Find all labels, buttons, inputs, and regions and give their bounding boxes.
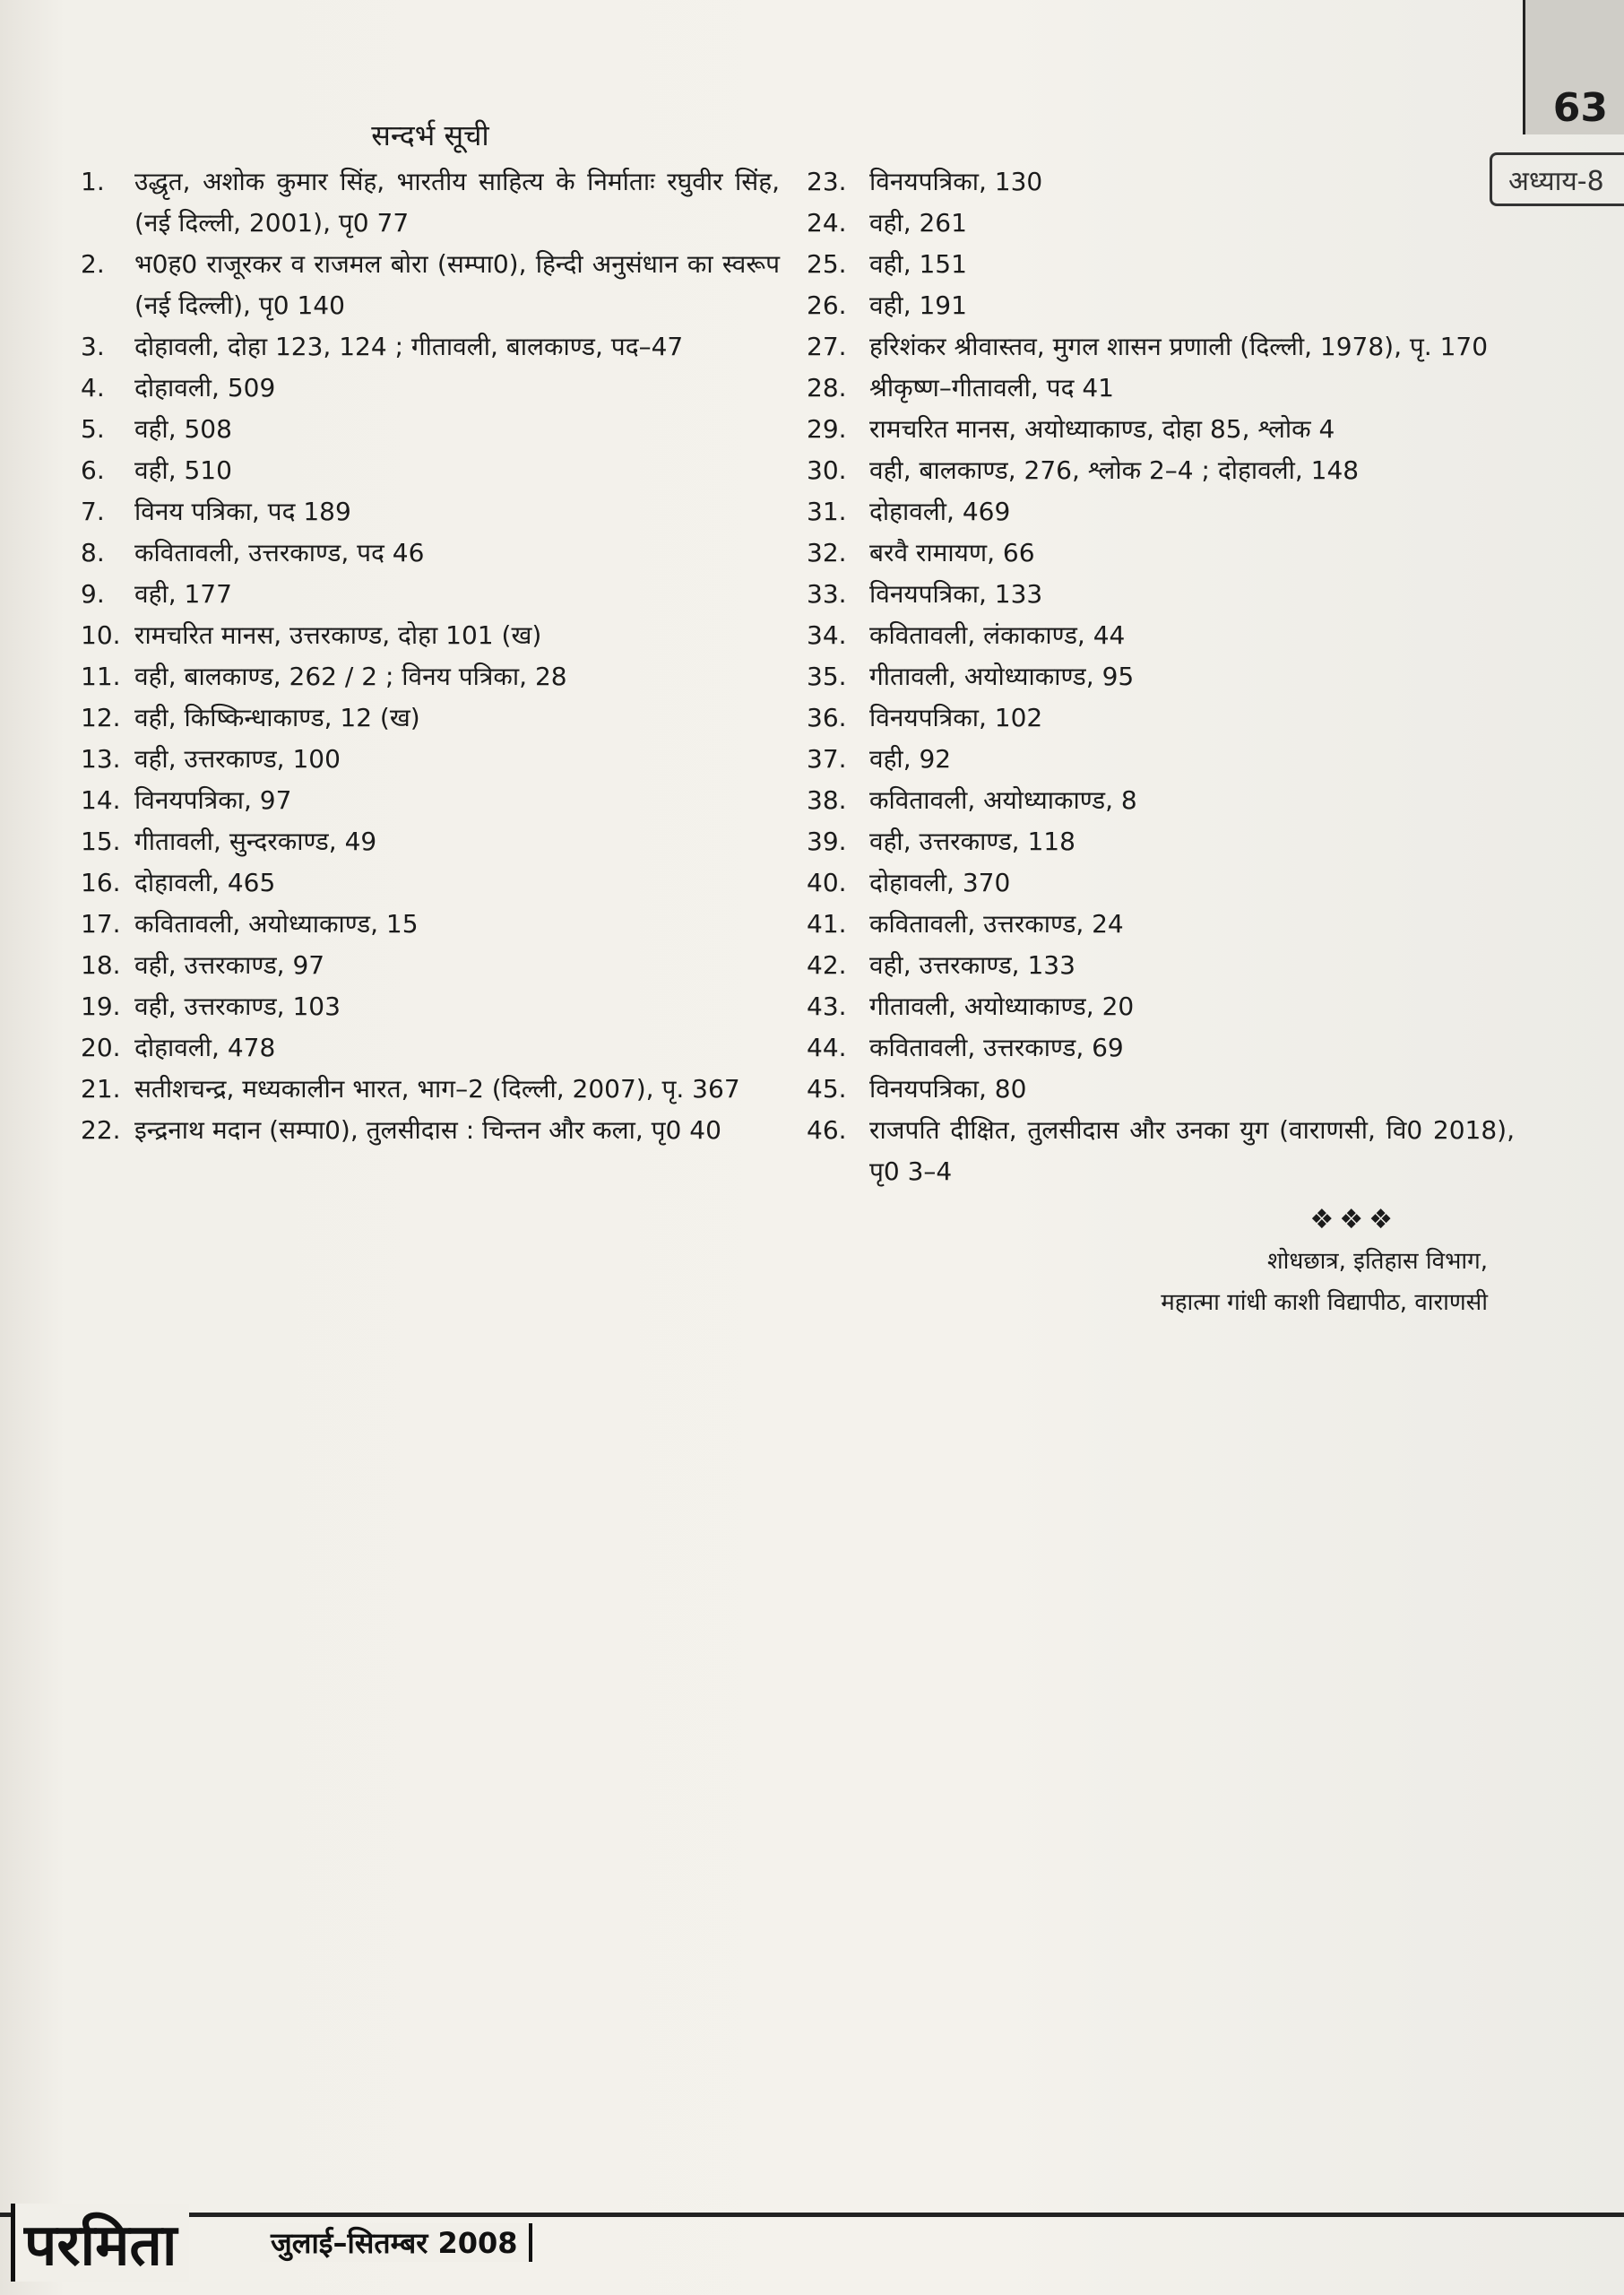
reference-text: रामचरित मानस, उत्तरकाण्ड, दोहा 101 (ख) [134, 620, 542, 650]
reference-item [63, 986, 780, 1027]
reference-text: विनयपत्रिका, 130 [869, 167, 1043, 196]
reference-text: कवितावली, लंकाकाण्ड, 44 [869, 620, 1126, 650]
reference-text: दोहावली, 509 [134, 373, 276, 403]
reference-number: 40. [807, 868, 847, 897]
reference-text: कवितावली, अयोध्याकाण्ड, 8 [869, 785, 1137, 815]
reference-number: 43. [807, 992, 847, 1021]
reference-text: वही, 151 [869, 249, 967, 279]
reference-item [807, 1069, 1515, 1110]
reference-text: वही, 177 [134, 579, 232, 609]
reference-number: 21. [81, 1074, 121, 1104]
reference-number: 6. [81, 455, 105, 485]
reference-item [807, 533, 1515, 574]
reference-text: वही, उत्तरकाण्ड, 133 [869, 950, 1075, 980]
footer-rule [0, 2213, 1624, 2217]
reference-number: 5. [81, 414, 105, 444]
reference-text: दोहावली, 469 [869, 497, 1011, 526]
reference-item [63, 491, 780, 533]
reference-number: 2. [81, 249, 105, 279]
reference-text: वही, बालकाण्ड, 276, श्लोक 2–4 ; दोहावली, 148 [869, 455, 1360, 485]
reference-number: 16. [81, 868, 121, 897]
reference-number: 29. [807, 414, 847, 444]
reference-text: वही, उत्तरकाण्ड, 103 [134, 992, 341, 1021]
reference-text: कवितावली, उत्तरकाण्ड, 69 [869, 1033, 1124, 1062]
reference-text: वही, किष्किन्धाकाण्ड, 12 (ख) [134, 703, 420, 732]
reference-text: इन्द्रनाथ मदान (सम्पा0), तुलसीदास : चिन्तन और कला, पृ0 40 [134, 1115, 721, 1145]
reference-item [63, 368, 780, 409]
reference-number: 34. [807, 620, 847, 650]
reference-item [807, 656, 1515, 697]
reference-item [63, 656, 780, 697]
reference-text: दोहावली, 465 [134, 868, 276, 897]
reference-text: विनयपत्रिका, 97 [134, 785, 292, 815]
reference-text: वही, बालकाण्ड, 262 / 2 ; विनय पत्रिका, 28 [134, 662, 567, 691]
affiliation-line-1: शोधछात्र, इतिहास विभाग, [1266, 1248, 1488, 1275]
reference-text: बरवै रामायण, 66 [869, 538, 1035, 567]
reference-number: 45. [807, 1074, 847, 1104]
reference-item [63, 574, 780, 615]
reference-text: गीतावली, सुन्दरकाण्ड, 49 [134, 827, 377, 856]
reference-item [807, 780, 1515, 821]
reference-item [63, 1069, 780, 1110]
reference-item [63, 161, 780, 244]
reference-text: राजपति दीक्षित, तुलसीदास और उनका युग (वाराणसी, वि0 2018), पृ0 3–4 [869, 1115, 1515, 1186]
reference-item [63, 450, 780, 491]
reference-item [63, 244, 780, 326]
reference-item [63, 821, 780, 862]
reference-item [807, 161, 1515, 203]
reference-item [63, 780, 780, 821]
reference-text: कवितावली, उत्तरकाण्ड, 24 [869, 909, 1124, 939]
reference-number: 30. [807, 455, 847, 485]
reference-item [63, 409, 780, 450]
reference-item [807, 1027, 1515, 1069]
reference-text: भ0ह0 राजूरकर व राजमल बोरा (सम्पा0), हिन्दी अनुसंधान का स्वरूप (नई दिल्ली), पृ0 140 [134, 249, 780, 320]
reference-item [63, 945, 780, 986]
reference-text: सतीशचन्द्र, मध्यकालीन भारत, भाग–2 (दिल्ली, 2007), पृ. 367 [134, 1074, 740, 1104]
reference-item [807, 285, 1515, 326]
reference-item [807, 821, 1515, 862]
reference-item [807, 1110, 1515, 1192]
reference-item [807, 368, 1515, 409]
reference-item [807, 203, 1515, 244]
reference-item [63, 1027, 780, 1069]
page-number: 63 [1552, 85, 1608, 131]
section-divider-ornament: ❖❖❖ [1309, 1204, 1398, 1235]
reference-number: 36. [807, 703, 847, 732]
journal-issue: जुलाई–सितम्बर 2008 [260, 2223, 532, 2262]
reference-number: 20. [81, 1033, 121, 1062]
reference-number: 26. [807, 290, 847, 320]
reference-number: 10. [81, 620, 121, 650]
chapter-tab: अध्याय-8 [1490, 152, 1624, 206]
reference-text: कवितावली, उत्तरकाण्ड, पद 46 [134, 538, 425, 567]
reference-item [63, 862, 780, 904]
reference-item [807, 945, 1515, 986]
reference-number: 37. [807, 744, 847, 774]
reference-text: दोहावली, 370 [869, 868, 1011, 897]
reference-number: 38. [807, 785, 847, 815]
reference-text: विनयपत्रिका, 102 [869, 703, 1043, 732]
reference-item [63, 697, 780, 739]
reference-number: 27. [807, 332, 847, 361]
reference-item [807, 986, 1515, 1027]
reference-text: उद्धृत, अशोक कुमार सिंह, भारतीय साहित्य के निर्माताः रघुवीर सिंह, (नई दिल्ली, 2001), पृ0 77 [134, 167, 780, 238]
reference-item [807, 697, 1515, 739]
reference-text: विनयपत्रिका, 133 [869, 579, 1043, 609]
reference-item [63, 326, 780, 368]
reference-number: 12. [81, 703, 121, 732]
reference-number: 14. [81, 785, 121, 815]
reference-item [807, 491, 1515, 533]
reference-text: विनयपत्रिका, 80 [869, 1074, 1027, 1104]
references-heading: सन्दर्भ सूची [371, 118, 489, 152]
reference-item [807, 409, 1515, 450]
reference-number: 24. [807, 208, 847, 238]
page-number-tab [1523, 0, 1624, 134]
reference-text: श्रीकृष्ण–गीतावली, पद 41 [869, 373, 1114, 403]
left-reference-list [63, 161, 780, 1151]
reference-text: वही, उत्तरकाण्ड, 100 [134, 744, 341, 774]
reference-number: 28. [807, 373, 847, 403]
author-affiliation [807, 1241, 1515, 1323]
reference-text: हरिशंकर श्रीवास्तव, मुगल शासन प्रणाली (दिल्ली, 1978), पृ. 170 [869, 332, 1489, 361]
reference-text: गीतावली, अयोध्याकाण्ड, 20 [869, 992, 1135, 1021]
reference-number: 35. [807, 662, 847, 691]
reference-number: 25. [807, 249, 847, 279]
reference-number: 23. [807, 167, 847, 196]
reference-item [63, 615, 780, 656]
reference-number: 44. [807, 1033, 847, 1062]
reference-number: 4. [81, 373, 105, 403]
reference-text: रामचरित मानस, अयोध्याकाण्ड, दोहा 85, श्लोक 4 [869, 414, 1335, 444]
reference-number: 31. [807, 497, 847, 526]
reference-text: विनय पत्रिका, पद 189 [134, 497, 351, 526]
reference-item [807, 244, 1515, 285]
reference-item [63, 1110, 780, 1151]
reference-item [63, 739, 780, 780]
reference-item [807, 615, 1515, 656]
reference-number: 13. [81, 744, 121, 774]
reference-number: 17. [81, 909, 121, 939]
affiliation-line-2: महात्मा गांधी काशी विद्यापीठ, वाराणसी [1161, 1289, 1488, 1316]
reference-number: 41. [807, 909, 847, 939]
reference-text: वही, उत्तरकाण्ड, 97 [134, 950, 325, 980]
reference-text: दोहावली, दोहा 123, 124 ; गीतावली, बालकाण्ड, पद–47 [134, 332, 684, 361]
reference-text: वही, 191 [869, 290, 967, 320]
reference-item [63, 904, 780, 945]
reference-number: 15. [81, 827, 121, 856]
reference-item [807, 862, 1515, 904]
reference-text: वही, 261 [869, 208, 967, 238]
right-column [807, 161, 1515, 1323]
reference-text: वही, 92 [869, 744, 952, 774]
reference-number: 33. [807, 579, 847, 609]
reference-text: वही, उत्तरकाण्ड, 118 [869, 827, 1075, 856]
reference-text: वही, 510 [134, 455, 232, 485]
right-reference-list [807, 161, 1515, 1192]
reference-item [807, 904, 1515, 945]
reference-text: गीतावली, अयोध्याकाण्ड, 95 [869, 662, 1135, 691]
left-column [63, 115, 780, 1151]
reference-number: 18. [81, 950, 121, 980]
reference-number: 7. [81, 497, 105, 526]
reference-number: 8. [81, 538, 105, 567]
reference-number: 42. [807, 950, 847, 980]
journal-name: परमिता [11, 2204, 189, 2282]
reference-text: दोहावली, 478 [134, 1033, 276, 1062]
reference-number: 11. [81, 662, 121, 691]
reference-number: 9. [81, 579, 105, 609]
reference-text: वही, 508 [134, 414, 232, 444]
reference-number: 1. [81, 167, 105, 196]
reference-text: कवितावली, अयोध्याकाण्ड, 15 [134, 909, 419, 939]
reference-item [807, 450, 1515, 491]
reference-item [63, 533, 780, 574]
reference-number: 22. [81, 1115, 121, 1145]
reference-item [807, 574, 1515, 615]
reference-number: 39. [807, 827, 847, 856]
reference-number: 3. [81, 332, 105, 361]
reference-number: 19. [81, 992, 121, 1021]
reference-item [807, 739, 1515, 780]
reference-item [807, 326, 1515, 368]
reference-number: 46. [807, 1115, 847, 1145]
reference-number: 32. [807, 538, 847, 567]
